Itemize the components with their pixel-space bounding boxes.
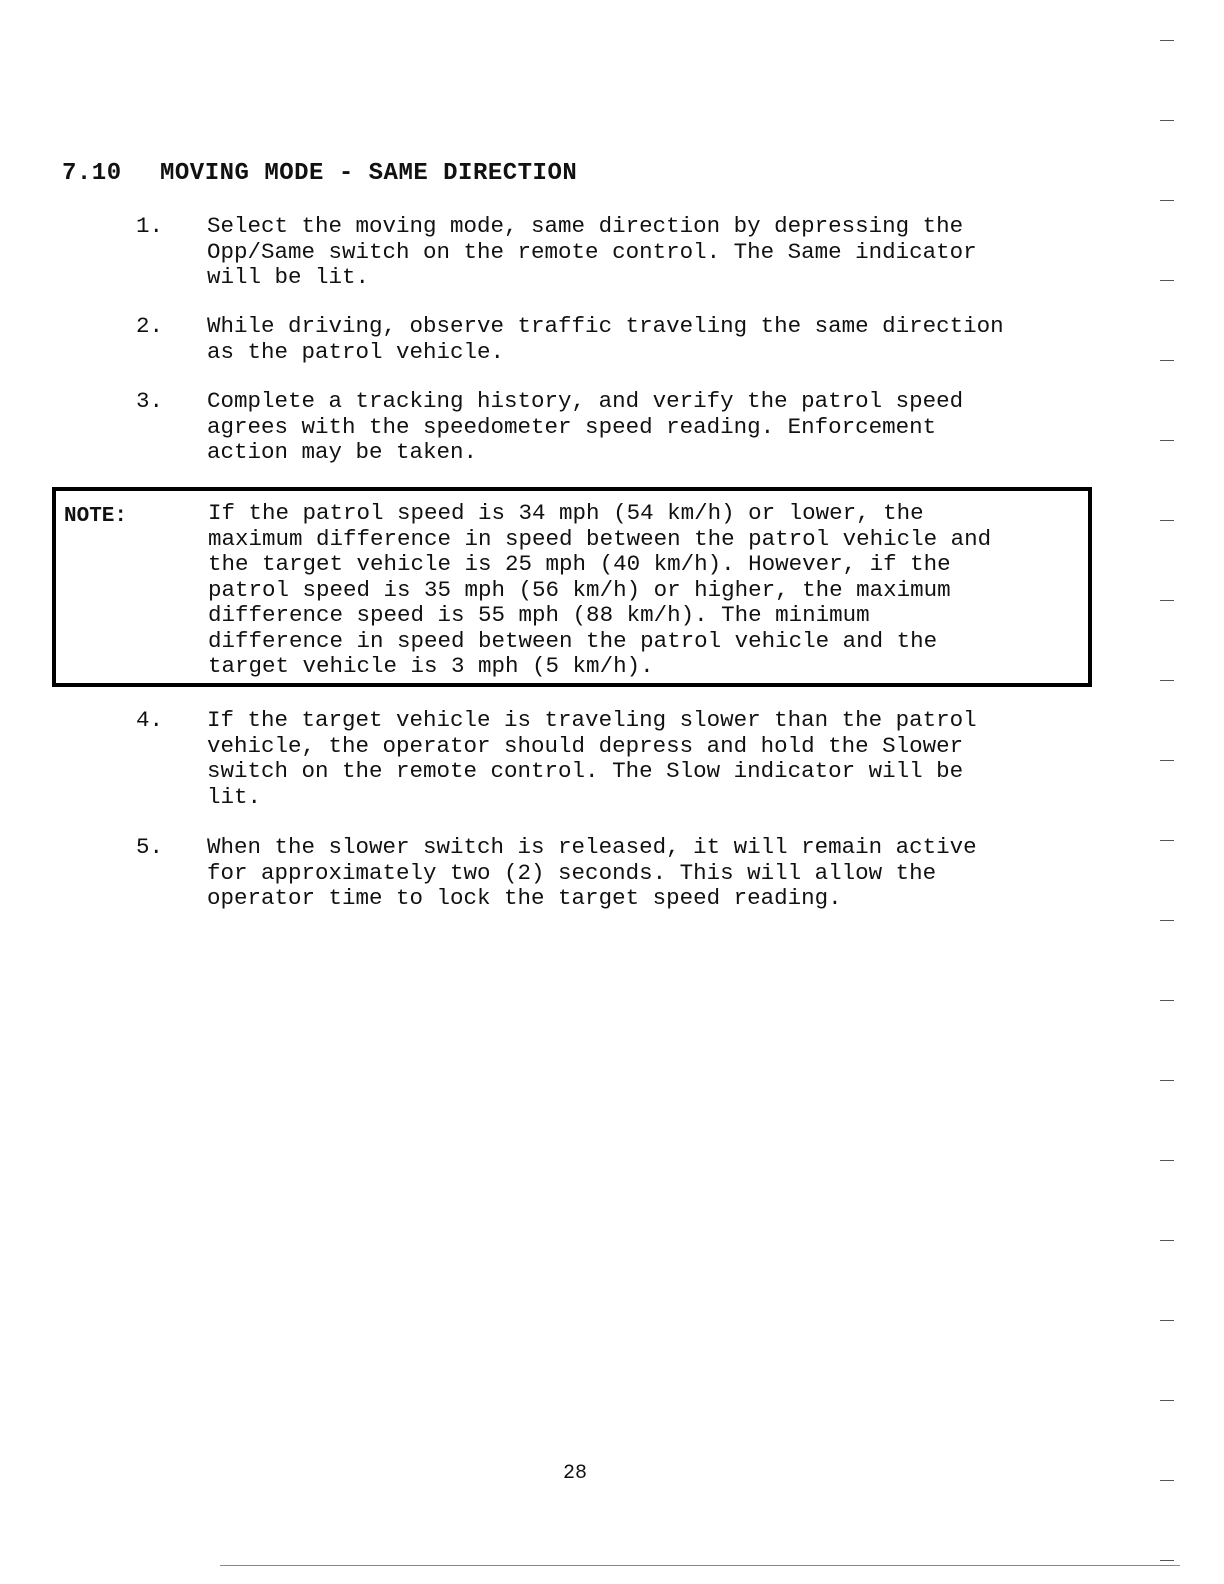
list-item-text: Complete a tracking history, and verify the patrol speed agrees with the speedometer speed reading. Enforcement action may be taken. [207,388,964,465]
margin-tick [1160,1000,1174,1001]
list-item [136,314,1076,365]
margin-tick [1160,600,1174,601]
page-number: 28 [563,1462,588,1485]
list-item-number: 4. [136,707,164,733]
margin-tick [1160,1240,1174,1241]
margin-tick [1160,680,1174,681]
list-item-number: 3. [136,388,164,414]
note-box [52,487,1092,687]
margin-tick [1160,1560,1174,1561]
list-item [136,708,1076,810]
margin-tick [1160,520,1174,521]
section-number: 7.10 [62,160,122,187]
list-item-text: When the slower switch is released, it will remain active for approximately two (2) seconds. This will allow the operator time to lock the target speed reading. [207,834,977,911]
list-item-text: While driving, observe traffic traveling the same direction as the patrol vehicle. [207,313,1004,365]
bottom-rule [220,1565,1180,1566]
margin-tick [1160,1480,1174,1481]
margin-tick [1160,760,1174,761]
list-item-text: If the target vehicle is traveling slower than the patrol vehicle, the operator should depress and hold the Slower switch on the remote control. The Slow indicator will be lit. [207,707,977,810]
note-text: If the patrol speed is 34 mph (54 km/h) or lower, the maximum difference in speed between the patrol vehicle and the target vehicle is 25 mph (40 km/h). However, if the patrol speed is 35 mph (56 km/h) or higher, the maximum difference speed is 55 mph (88 km/h). The minimum difference in speed between the patrol vehicle and the target vehicle is 3 mph (5 km/h). [208,500,992,679]
margin-tick [1160,920,1174,921]
margin-tick [1160,1400,1174,1401]
list-item [136,389,1076,466]
list-item [136,214,1076,291]
margin-tick [1160,1080,1174,1081]
margin-tick [1160,1160,1174,1161]
list-item [136,835,1076,912]
note-label: NOTE: [64,505,128,528]
list-item-number: 1. [136,213,164,239]
margin-tick [1160,840,1174,841]
margin-tick [1160,440,1174,441]
list-item-number: 5. [136,834,164,860]
list-item-text: Select the moving mode, same direction by depressing the Opp/Same switch on the remote control. The Same indicator will be lit. [207,213,977,290]
margin-tick [1160,360,1174,361]
margin-tick [1160,40,1174,41]
list-item-number: 2. [136,313,164,339]
section-title: MOVING MODE - SAME DIRECTION [160,160,578,187]
margin-tick-marks [1160,0,1180,1584]
margin-tick [1160,200,1174,201]
section-heading [62,160,577,187]
margin-tick [1160,280,1174,281]
margin-tick [1160,1320,1174,1321]
margin-tick [1160,120,1174,121]
